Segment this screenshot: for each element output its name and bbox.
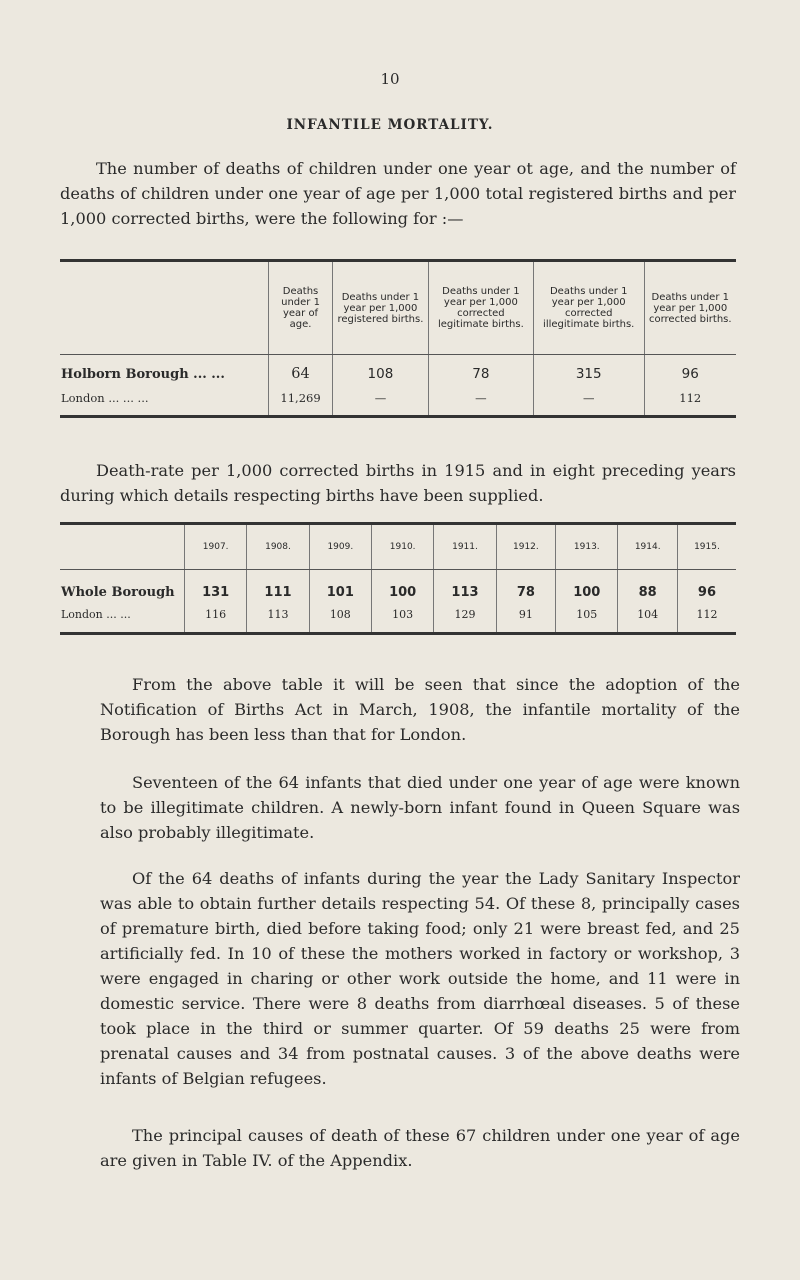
page-number: 10 [380, 70, 400, 88]
year-header: 1914. [618, 524, 677, 570]
year-header: 1911. [434, 524, 496, 570]
table-header-row [60, 261, 736, 355]
table-header-row [60, 524, 736, 570]
table-cell: 78 [428, 355, 533, 387]
table-cell: 129 [434, 603, 496, 634]
table-cell: 64 [269, 355, 333, 387]
year-header: 1910. [371, 524, 433, 570]
table-cell: 116 [185, 603, 247, 634]
intro-paragraph: The number of deaths of children under one year ot age, and the number of deaths of children under one year of age per 1,000 total registered births and per 1,000 corrected births, were the following for :— [60, 159, 736, 228]
table-row [60, 603, 736, 634]
column-header: Deaths under 1 year per 1,000 corrected legitimate births. [428, 261, 533, 355]
table-cell: 131 [185, 570, 247, 604]
table-cell: 108 [333, 355, 429, 387]
table-cell: — [333, 386, 429, 417]
body-paragraph: The principal causes of death of these 67 children under one year of age are given in Table IV. of the Appendix. [100, 1126, 740, 1170]
table-row [60, 570, 736, 604]
table-cell: 105 [556, 603, 618, 634]
section-title: INFANTILE MORTALITY. [286, 117, 494, 133]
table-cell: 315 [533, 355, 644, 387]
deathrate-by-year-table [60, 522, 736, 635]
table-cell: 108 [309, 603, 371, 634]
infant-deaths-table [60, 259, 736, 418]
table-cell: — [533, 386, 644, 417]
table-cell: 113 [434, 570, 496, 604]
table-cell: 88 [618, 570, 677, 604]
deathrate-intro-paragraph: Death-rate per 1,000 corrected births in 1915 and in eight preceding years during which details respecting births have been supplied. [60, 461, 736, 505]
table-cell: 111 [247, 570, 309, 604]
year-header: 1913. [556, 524, 618, 570]
table-row [60, 355, 736, 387]
body-paragraph: Of the 64 deaths of infants during the year the Lady Sanitary Inspector was able to obtain further details respecting 54. Of these 8, principally cases of premature birth, died before taking food; only 21 were breast fed, and 25 artificially fed. In 10 of these the mothers worked in factory or workshop, 3 were engaged in charing or other work outside the home, and 11 were in domestic service. There were 8 deaths from diarrhœal diseases. 5 of these took place in the third or summer quarter. Of 59 deaths 25 were from prenatal causes and 34 from postnatal causes. 3 of the above deaths were infants of Belgian refugees. [100, 869, 740, 1088]
table-cell: 100 [556, 570, 618, 604]
table-cell: 96 [677, 570, 736, 604]
row-label: Whole Borough [61, 584, 175, 600]
body-paragraph: From the above table it will be seen that since the adoption of the Notification of Births Act in March, 1908, the infantile mortality of the Borough has been less than that for London. [100, 675, 740, 744]
table-row [60, 386, 736, 417]
year-header: 1908. [247, 524, 309, 570]
table-cell: 91 [496, 603, 555, 634]
column-header: Deaths under 1 year per 1,000 registered births. [333, 261, 429, 355]
table-cell: 101 [309, 570, 371, 604]
row-label: London ... ... ... [61, 391, 149, 405]
table-cell: 112 [644, 386, 736, 417]
table-cell: 96 [644, 355, 736, 387]
table-cell: — [428, 386, 533, 417]
table-header-blank [60, 261, 269, 355]
table-cell: 100 [371, 570, 433, 604]
table-cell: 112 [677, 603, 736, 634]
table-cell: 103 [371, 603, 433, 634]
table-cell: 11,269 [269, 386, 333, 417]
year-header: 1912. [496, 524, 555, 570]
year-header: 1907. [185, 524, 247, 570]
year-header: 1915. [677, 524, 736, 570]
column-header: Deaths under 1 year per 1,000 corrected births. [644, 261, 736, 355]
row-label: Holborn Borough ... ... [61, 366, 225, 382]
table-cell: 78 [496, 570, 555, 604]
table-cell: 113 [247, 603, 309, 634]
row-label: London ... ... [61, 607, 131, 621]
column-header: Deaths under 1 year of age. [269, 261, 333, 355]
table-header-blank [60, 524, 185, 570]
year-header: 1909. [309, 524, 371, 570]
body-paragraph: Seventeen of the 64 infants that died under one year of age were known to be illegitimate children. A newly-born infant found in Queen Square was also probably illegitimate. [100, 773, 740, 842]
table-cell: 104 [618, 603, 677, 634]
column-header: Deaths under 1 year per 1,000 corrected illegitimate births. [533, 261, 644, 355]
